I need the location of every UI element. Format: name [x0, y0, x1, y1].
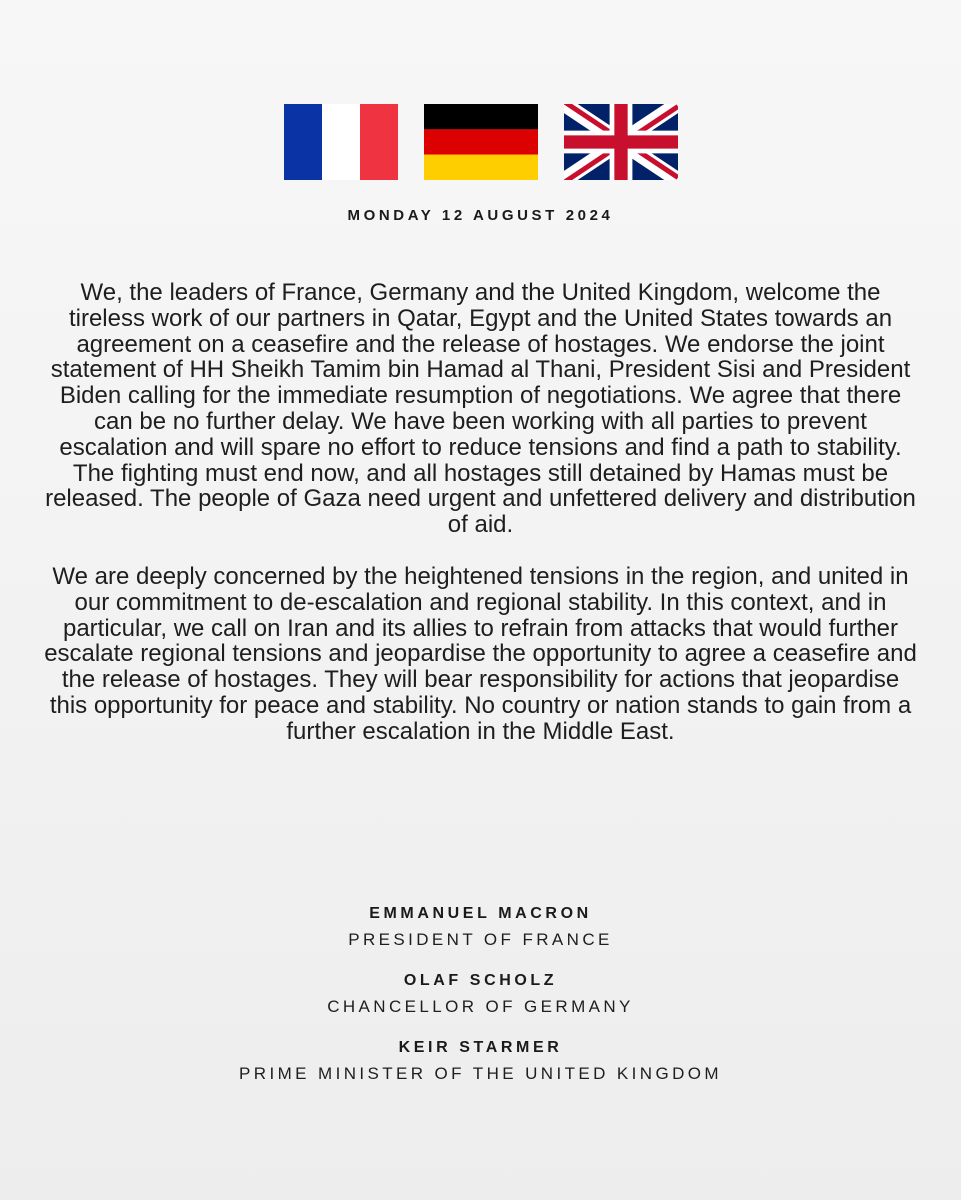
flags-row — [0, 104, 961, 180]
statement-body — [40, 280, 921, 745]
signatory-name: OLAF SCHOLZ — [403, 972, 558, 989]
signatory-title: PRESIDENT OF FRANCE — [348, 930, 613, 949]
statement-paragraph-2: We are deeply concerned by the heightened tensions in the region, and united in our commitment to de-escalation and regional stability. In this context, and in particular, we call on Iran and its allies to refrain from attacks that would further escalate regional tensions and jeopardise the opportunity to agree a ceasefire and the release of hostages. They will bear responsibility for actions that jeopardise this opportunity for peace and stability. No country or nation stands to gain from a further escalation in the Middle East. — [44, 562, 917, 745]
statement-date: MONDAY 12 AUGUST 2024 — [347, 207, 614, 224]
signatory-starmer — [0, 1038, 961, 1084]
signatory-macron — [0, 904, 961, 950]
france-flag-icon — [284, 104, 398, 180]
signatory-title: PRIME MINISTER OF THE UNITED KINGDOM — [239, 1064, 722, 1083]
signatories — [0, 904, 961, 1105]
statement-paragraph-1: We, the leaders of France, Germany and the United Kingdom, welcome the tireless work of our partners in Qatar, Egypt and the United States towards an agreement on a ceasefire and the release of hostages. We endorse the joint statement of HH Sheikh Tamim bin Hamad al Thani, President Sisi and President Biden calling for the immediate resumption of negotiations. We agree that there can be no further delay. We have been working with all parties to prevent escalation and will spare no effort to reduce tensions and find a path to stability. The fighting must end now, and all hostages still detained by Hamas must be released. The people of Gaza need urgent and unfettered delivery and distribution of aid. — [45, 279, 916, 539]
germany-flag-icon — [424, 104, 538, 180]
signatory-name: EMMANUEL MACRON — [369, 905, 592, 922]
united-kingdom-flag-icon — [564, 104, 678, 180]
signatory-name: KEIR STARMER — [398, 1039, 563, 1056]
signatory-scholz — [0, 971, 961, 1017]
signatory-title: CHANCELLOR OF GERMANY — [327, 997, 634, 1016]
